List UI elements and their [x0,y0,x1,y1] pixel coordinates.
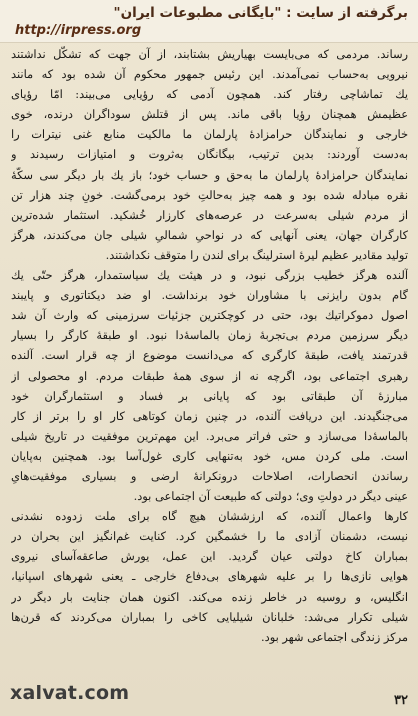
text-line: تولید مقادیر عظیم لیرهٔ استرلینگ برای لندن را متوقف نکداشتند. [105,247,408,262]
text-line: عینی دیگر در دولتِ وی؛ دولتی که طبیعت آن اجتماعی بود. [133,489,408,504]
text-line: از مردم شیلی به‌سرعت در عرصه‌های کارزار خُشکید. استثمار شده‌ترین [11,207,408,222]
source-url[interactable]: http://irpress.org [15,23,142,38]
text-line: نیرویی به‌حساب نمی‌آمدند. این رئیس جمهور محکوم آن شده بود که مانند [11,67,408,82]
text-line: رساندن انحصارات، اصلاحات درونکرانهٔ ارضی و بسیاری موفقیت‌هایِ [11,468,408,483]
text-line: است. ملی کردن مس، خود به‌تنهایی کاری غول‌آسا بود. همچنین به‌پایان [11,448,408,463]
text-line: نقره مبادله شده بود و همه چیز به‌حالتِ خود برمی‌گشت. خونِ چند هزار تن [11,187,408,202]
text-line: شیلی تکرار می‌شد: خلبانان شیلیایی کاخی را بمباران می‌کردند که قرن‌ها [11,609,408,624]
text-line: بمباران کاخ دولتی عیان گردید. این عمل، یورش صاعقه‌آسای نیروی [11,549,408,564]
text-line: دیگر سرزمین مردم بی‌تجربهٔ زمان بالماسهٔ‌دا نبود. او طبقهٔ کارگر را بسیار [11,328,408,343]
text-line: رساند. مردمی که می‌بایست بهیاریش بشتابند، از آن جهت که تشکّل نداشتند [11,47,408,61]
text-line: کارگران جهان، یعنی آنهایی که در نواحیِ شمالیِ شیلی جان می‌کندند، هرگز [11,227,408,242]
text-line: به‌دست آوردند: بدین ترتیب، بیگانگان به‌ثروت و امتیازات رسیدند و [11,147,408,162]
text-line: مبارزهٔ آن طبقاتی بود که پایانی بر فساد و استثمارگران خود [11,388,408,403]
text-line: مرکز زندگی اجتماعی شهر بود. [261,629,408,644]
text-line: نمایندگان حرامزادهٔ پارلمان ما به‌حق و حساب خود؛ باز یك بار دیگر سی سکّهٔ [11,167,408,182]
text-line: اصول دموکراتیك بود، حتی در کوچکترین جزئیات سرزمینی که وارث آن شد [11,308,408,323]
watermark: xalvat.com [10,682,130,704]
text-line: خارجی و نمایندگان حرامزادهٔ پارلمان ما مالکیت منابع غنی نیترات را [11,127,408,142]
page-number: ۳۲ [394,693,408,708]
text-line: یك تماشاچی رفتار کند. همچون آدمی که رؤیایی می‌بیند: امّا رؤیای [11,87,408,102]
text-line: رهبری اجتماعی بود، اگرچه نه از سوی همهٔ طبقات مردم. او محصولی از [11,368,408,383]
text-line: می‌جنگیدند. این دریافت آلنده، در چنین زمان کوتاهی کار او را برتر از کار [11,408,408,423]
article-body [11,44,408,647]
text-line: بالماسهٔ‌دا می‌سازد و حتی فراتر می‌برد. این مهم‌ترین موفقیت در تاریخ شیلی [11,428,408,443]
text-line: انگلیس، و روسیه در خاطر زنده می‌کند. اکنون همان جنایت بار دیگر در [11,589,408,604]
text-line: کارها واعمال آلنده، که ارزششان هیچ گاه برای ملت زدوده نشدنی [11,509,408,524]
text-line: هوایی نازی‌ها را بر علیه شهرهای بی‌دفاع خارجی ـ یعنی شهرهای اسپانیا، [11,569,408,584]
source-title: برگرفته از سایت : "بایگانی مطبوعات ایران" [113,5,408,21]
source-header [0,0,418,43]
text-line: قدرتمند یافت، طبقهٔ کارگری که می‌دانست موضوع از چه قرار است. آلنده [11,348,408,363]
text-line: عظیمش همچنان رؤیا باقی ماند. پس از قتلش سوداگران درنده، خوی [11,107,408,122]
text-line: آلنده هرگز خطیب بزرگی نبود، و در هیئت یك سیاستمدار، هرگز حتّی یك [11,268,408,283]
text-line: گام بدون رایزنی با مشاوران خود برنداشت. او ضد دیکتاتوری و پایبند [11,288,408,303]
text-line: نیست، دشمنان آزادی ما را خشمگین کرد. کنایت غم‌انگیز این بحران در [11,529,408,544]
